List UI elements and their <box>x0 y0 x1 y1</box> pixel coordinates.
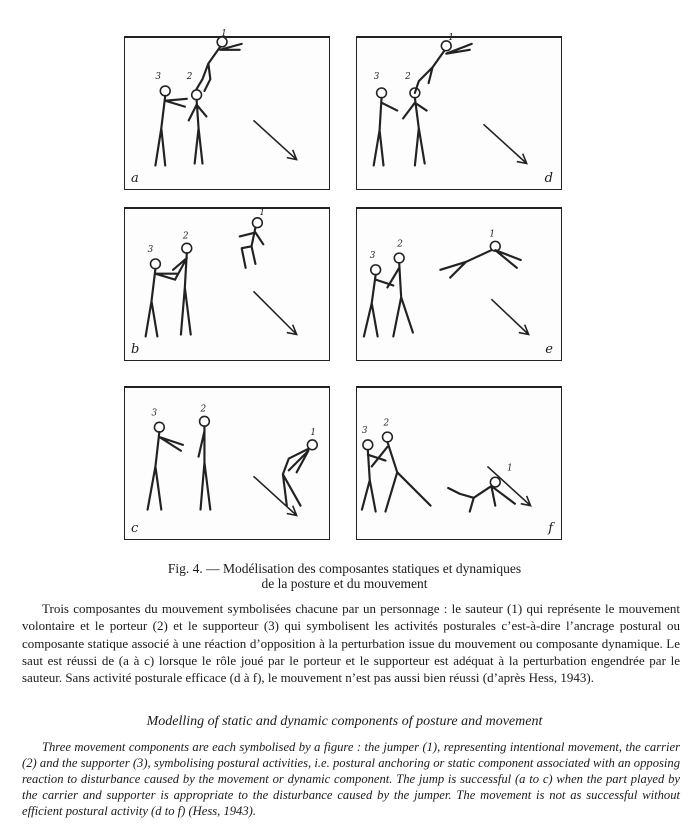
panel-f <box>356 386 562 540</box>
panel-e-drawing <box>357 209 561 360</box>
svg-text:3: 3 <box>369 251 376 262</box>
svg-text:3: 3 <box>147 245 154 256</box>
panel-c-drawing <box>125 388 329 539</box>
svg-text:1: 1 <box>507 463 513 474</box>
panel-label-f: f <box>548 521 553 536</box>
panel-label-b: b <box>131 342 140 357</box>
panel-label-a: a <box>131 171 139 186</box>
svg-text:3: 3 <box>361 426 368 437</box>
english-description: Three movement components are each symbolised by a figure : the jumper (1), representing intentional movement, the carrier (2) and the supporter (3), symbolising postural activities, i.e. postural anchoring or static component associated with an opposing reaction to disturbance caused by the movement or dynamic component. The jump is successful (a to c) when the part played by the carrier and supporter is appropriate to the disturbance caused by the jumper. The movement is not as successful without efficient postural activity (d to f) (Hess, 1943). <box>22 740 680 818</box>
svg-text:1: 1 <box>221 29 227 40</box>
panel-a <box>124 29 330 190</box>
panel-c <box>124 386 330 540</box>
svg-text:3: 3 <box>373 72 380 83</box>
panel-d-drawing <box>357 32 561 189</box>
svg-text:3: 3 <box>151 408 158 419</box>
english-title: Modelling of static and dynamic components of posture and movement <box>146 714 543 729</box>
panel-label-c: c <box>131 521 139 536</box>
panel-label-d: d <box>544 171 553 186</box>
svg-text:1: 1 <box>489 229 496 240</box>
svg-text:2: 2 <box>383 418 390 429</box>
panel-label-e: e <box>545 342 553 357</box>
panel-f-drawing <box>357 388 561 539</box>
french-description: Trois composantes du mouvement symbolisées chacune par un personnage : le sauteur (1) qui représente le mouvement volontaire et le porteur (2) et le supporteur (3) qui symbolisent les activités posturales c’est-à-dire l’ancrage postural ou composante statique associé à une réaction d’opposition à la perturbation issue du mouvement ou composante dynamique. Le saut est réussi de (a à c) lorsque le rôle joué par le porteur et le supporteur est adéquat à la perturbation engendrée par le sauteur. Sans activité posturale efficace (d à f), le mouvement n’est pas aussi bien réussi (d’après Hess, 1943). <box>22 601 680 686</box>
panel-b <box>124 207 330 361</box>
svg-text:2: 2 <box>186 72 193 83</box>
figure-caption <box>0 561 689 591</box>
svg-text:3: 3 <box>155 72 162 83</box>
svg-text:1: 1 <box>310 428 316 439</box>
svg-text:2: 2 <box>397 239 403 250</box>
caption-line-2: de la posture et du mouvement <box>261 576 428 591</box>
svg-text:1: 1 <box>448 32 454 43</box>
svg-text:2: 2 <box>182 231 189 242</box>
svg-text:2: 2 <box>405 72 411 83</box>
panel-e <box>356 207 562 361</box>
svg-text:2: 2 <box>200 404 207 415</box>
panel-b-drawing <box>125 209 329 360</box>
caption-line-1: Fig. 4. — Modélisation des composantes statiques et dynamiques <box>167 561 522 576</box>
svg-text:1: 1 <box>259 207 265 218</box>
panel-a-drawing <box>125 29 329 189</box>
panel-d <box>356 32 562 190</box>
